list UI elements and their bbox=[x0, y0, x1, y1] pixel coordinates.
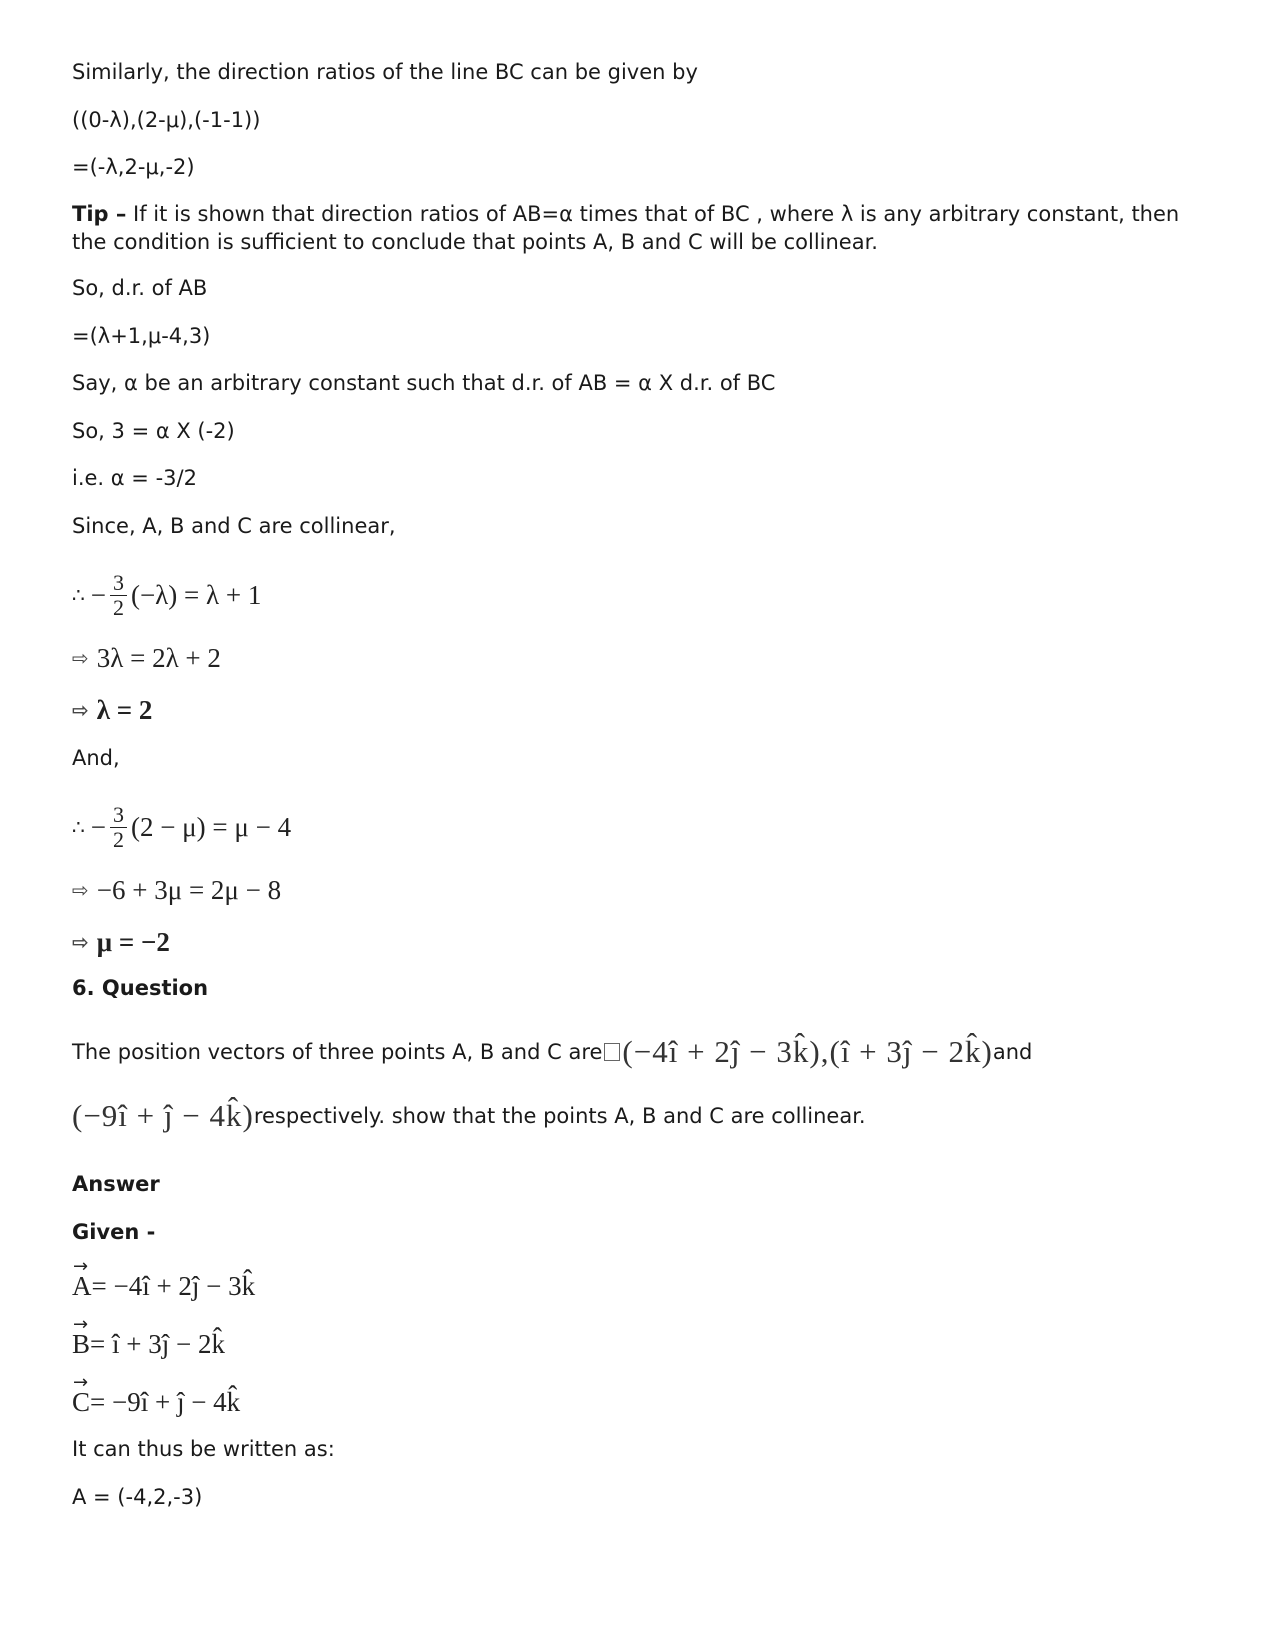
minus-sign: − bbox=[90, 579, 106, 610]
tip-label: Tip – bbox=[72, 202, 127, 226]
question-text-and: and bbox=[992, 1040, 1033, 1064]
text-line: Say, α be an arbitrary constant such that d.r. of AB = α X d.r. of BC bbox=[72, 371, 776, 395]
vector-b-symbol: → B bbox=[72, 1329, 90, 1360]
vector-a-symbol: → A bbox=[72, 1271, 92, 1302]
minus-sign: − bbox=[90, 811, 106, 842]
fraction-denominator: 2 bbox=[112, 826, 124, 852]
text-line: ((0-λ),(2-μ),(-1-1)) bbox=[72, 108, 261, 132]
text-line: Similarly, the direction ratios of the line BC can be given by bbox=[72, 60, 698, 84]
vector-c-definition bbox=[72, 1382, 240, 1422]
equation-result bbox=[72, 692, 152, 728]
question-text-before: The position vectors of three points A, B and C are bbox=[72, 1040, 603, 1064]
answer-heading: Answer bbox=[72, 1172, 160, 1196]
equation-rest: (−λ) = λ + 1 bbox=[130, 579, 262, 610]
implies-arrow-icon: ⇨ bbox=[72, 930, 89, 954]
text-line: A = (-4,2,-3) bbox=[72, 1485, 203, 1509]
text-line: It can thus be written as: bbox=[72, 1437, 335, 1461]
question-text-continued bbox=[72, 1094, 866, 1138]
text-line: =(λ+1,μ-4,3) bbox=[72, 324, 211, 348]
implies-arrow-icon: ⇨ bbox=[72, 698, 89, 722]
text-line: So, 3 = α X (-2) bbox=[72, 419, 235, 443]
vectors-ab-inline: (−4î + 2ĵ − 3k̂),(î + 3ĵ − 2k̂) bbox=[622, 1034, 993, 1069]
text-line: =(-λ,2-μ,-2) bbox=[72, 155, 195, 179]
text-line: So, d.r. of AB bbox=[72, 276, 208, 300]
vector-c-inline: (−9î + ĵ − 4k̂) bbox=[72, 1098, 254, 1133]
implies-arrow-icon: ⇨ bbox=[72, 878, 89, 902]
equation-lambda bbox=[72, 560, 261, 630]
equation-mu bbox=[72, 792, 291, 862]
vector-c-value: = −9î + ĵ − 4k̂ bbox=[90, 1386, 241, 1417]
vector-b-definition bbox=[72, 1324, 225, 1364]
fraction-denominator: 2 bbox=[112, 594, 124, 620]
question-heading: 6. Question bbox=[72, 976, 209, 1000]
equation-step bbox=[72, 872, 281, 908]
equation-result bbox=[72, 924, 170, 960]
fraction bbox=[110, 571, 127, 620]
question-text-after: respectively. show that the points A, B and C are collinear. bbox=[253, 1104, 866, 1128]
therefore-symbol: ∴ bbox=[72, 815, 85, 839]
tip-paragraph bbox=[72, 200, 1202, 256]
equation-text: μ = −2 bbox=[96, 926, 170, 957]
text-line: Since, A, B and C are collinear, bbox=[72, 514, 396, 538]
implies-arrow-icon: ⇨ bbox=[72, 646, 89, 670]
equation-rest: (2 − μ) = μ − 4 bbox=[130, 811, 292, 842]
text-line: And, bbox=[72, 746, 120, 770]
fraction bbox=[110, 803, 127, 852]
tip-text: If it is shown that direction ratios of AB=α times that of BC , where λ is any arbitrary constant, then the condition is sufficient to conclude that points A, B and C will be collinear. bbox=[72, 202, 1180, 254]
fraction-numerator: 3 bbox=[110, 803, 127, 828]
missing-glyph-icon bbox=[604, 1043, 620, 1061]
therefore-symbol: ∴ bbox=[72, 583, 85, 607]
equation-text: −6 + 3μ = 2μ − 8 bbox=[96, 874, 282, 905]
vector-a-value: = −4î + 2ĵ − 3k̂ bbox=[91, 1270, 256, 1301]
vector-b-value: = î + 3ĵ − 2k̂ bbox=[90, 1328, 225, 1359]
given-label: Given - bbox=[72, 1220, 156, 1244]
equation-text: λ = 2 bbox=[96, 694, 153, 725]
fraction-numerator: 3 bbox=[110, 571, 127, 596]
equation-text: 3λ = 2λ + 2 bbox=[96, 642, 221, 673]
text-line: i.e. α = -3/2 bbox=[72, 466, 197, 490]
question-text bbox=[72, 1030, 1032, 1074]
equation-step bbox=[72, 640, 221, 676]
vector-a-definition bbox=[72, 1266, 255, 1306]
vector-c-symbol: → C bbox=[72, 1387, 90, 1418]
